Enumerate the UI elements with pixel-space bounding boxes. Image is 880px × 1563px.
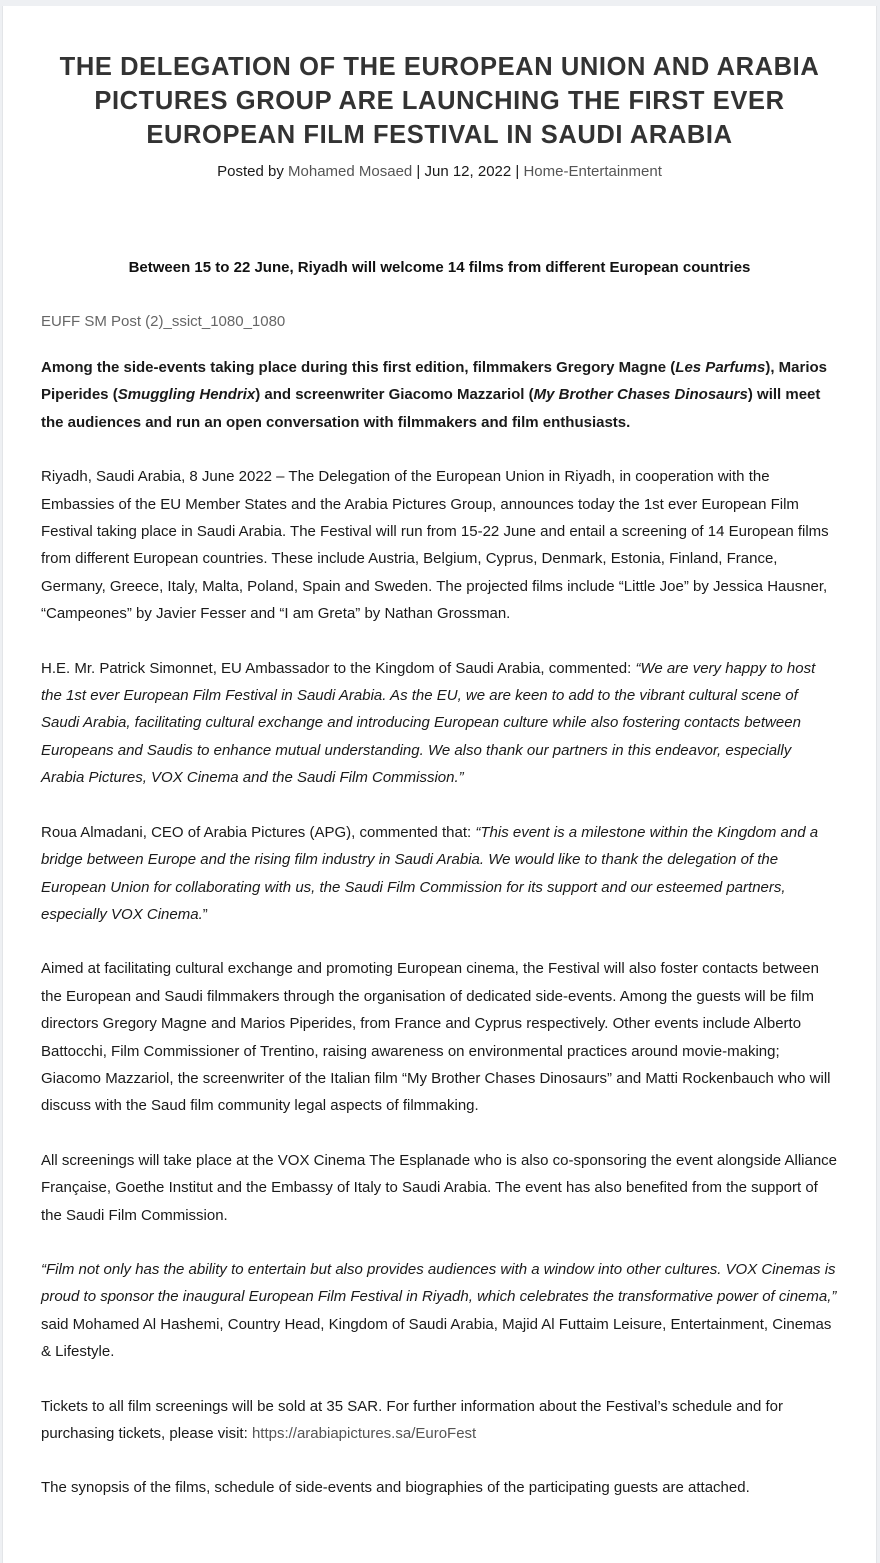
category-link[interactable]: Home-Entertainment <box>523 163 662 180</box>
film-title: Smuggling Hendrix <box>117 386 256 404</box>
paragraph-tickets <box>41 1393 838 1448</box>
intro-paragraph <box>41 354 838 436</box>
author-link[interactable]: Mohamed Mosaed <box>288 163 413 180</box>
article-title: THE DELEGATION OF THE EUROPEAN UNION AND ARABIA PICTURES GROUP ARE LAUNCHING THE FIRST EVER EUROPEAN FILM FESTIVAL IN SAUDI ARABIA <box>59 53 820 149</box>
quote-text: “We are very happy to host the 1st ever European Film Festival in Saudi Arabia. As the EU, we are keen to add to the vibrant cultural scene of Saudi Arabia, facilitating cultural exchange and introducing European culture while also fostering contacts between Europeans and Saudis to enhance mutual understanding. We also thank our partners in this endeavor, especially Arabia Pictures, VOX Cinema and the Saudi Film Commission.” <box>41 659 816 787</box>
paragraph-ceo-quote <box>41 819 838 929</box>
paragraph-text: Tickets to all film screenings will be sold at 35 SAR. For further information about the Festival’s schedule and for purchasing tickets, please visit: <box>41 1397 784 1442</box>
post-date: | Jun 12, 2022 | <box>412 163 524 180</box>
image-caption: EUFF SM Post (2)_ssict_1080_1080 <box>41 313 286 330</box>
film-title: Les Parfums <box>675 359 766 376</box>
quote-end: ” <box>202 905 208 923</box>
paragraph-attachments: The synopsis of the films, schedule of side-events and biographies of the participating guests are attached. <box>41 1479 750 1497</box>
posted-by-label: Posted by <box>217 163 289 180</box>
intro-text: ), Marios Piperides ( <box>41 359 828 404</box>
article-lead: Between 15 to 22 June, Riyadh will welcome 14 films from different European countries <box>128 259 751 276</box>
article-body <box>41 354 838 1502</box>
intro-text: ) will meet the audiences and run an open conversation with filmmakers and film enthusiasts. <box>41 386 821 431</box>
paragraph-text: said Mohamed Al Hashemi, Country Head, Kingdom of Saudi Arabia, Majid Al Futtaim Leisure, Entertainment, Cinemas & Lifestyle. <box>41 1315 832 1361</box>
paragraph-venue: All screenings will take place at the VOX Cinema The Esplanade who is also co-sponsoring the event alongside Alliance Française, Goethe Institut and the Embassy of Italy to Saudi Arabia. The event has also benefited from the support of the Saudi Film Commission. <box>41 1151 838 1224</box>
intro-text: ) and screenwriter Giacomo Mazzariol ( <box>255 386 534 404</box>
intro-text: Among the side-events taking place during this first edition, filmmakers Gregory Magne ( <box>41 359 676 376</box>
paragraph-announcement: Riyadh, Saudi Arabia, 8 June 2022 – The Delegation of the European Union in Riyadh, in cooperation with the Embassies of the EU Member States and the Arabia Pictures Group, announces today the 1st ever European Film Festival taking place in Saudi Arabia. The Festival will run from 15-22 June and entail a screening of 14 European films from different European countries. These include Austria, Belgium, Cyprus, Denmark, Estonia, Finland, France, Germany, Greece, Italy, Malta, Poland, Spain and Sweden. The projected films include “Little Joe” by Jessica Hausner, “Campeones” by Javier Fesser and “I am Greta” by Nathan Grossman. <box>41 468 829 623</box>
paragraph-vox-quote <box>41 1256 838 1366</box>
paragraph-text: H.E. Mr. Patrick Simonnet, EU Ambassador to the Kingdom of Saudi Arabia, commented: <box>41 659 636 677</box>
paragraph-side-events: Aimed at facilitating cultural exchange and promoting European cinema, the Festival will also foster contacts between the European and Saudi filmmakers through the organisation of dedicated side-events. Among the guests will be film directors Gregory Magne and Marios Piperides, from France and Cyprus respectively. Other events include Alberto Battocchi, Film Commissioner of Trentino, raising awareness on environmental practices around movie-making; Giacomo Mazzariol, the screenwriter of the Italian film “My Brother Chases Dinosaurs” and Matti Rockenbauch who will discuss with the Saud film community legal aspects of filmmaking. <box>41 960 831 1115</box>
paragraph-text: Roua Almadani, CEO of Arabia Pictures (APG), commented that: <box>41 823 476 841</box>
article-card <box>2 6 877 1563</box>
post-meta <box>3 162 876 182</box>
tickets-link[interactable]: https://arabiapictures.sa/EuroFest <box>251 1425 477 1442</box>
quote-text: “This event is a milestone within the Kingdom and a bridge between Europe and the rising film industry in Saudi Arabia. We would like to thank the delegation of the European Union for collaborating with us, the Saudi Film Commission for its support and our esteemed partners, especially VOX Cinema. <box>41 823 819 923</box>
quote-text: “Film not only has the ability to entertain but also provides audiences with a window into other cultures. VOX Cinemas is proud to sponsor the inaugural European Film Festival in Riyadh, which celebrates the transformative power of cinema,” <box>41 1260 837 1306</box>
paragraph-ambassador-quote <box>41 655 838 792</box>
film-title: My Brother Chases Dinosaurs <box>533 386 748 404</box>
